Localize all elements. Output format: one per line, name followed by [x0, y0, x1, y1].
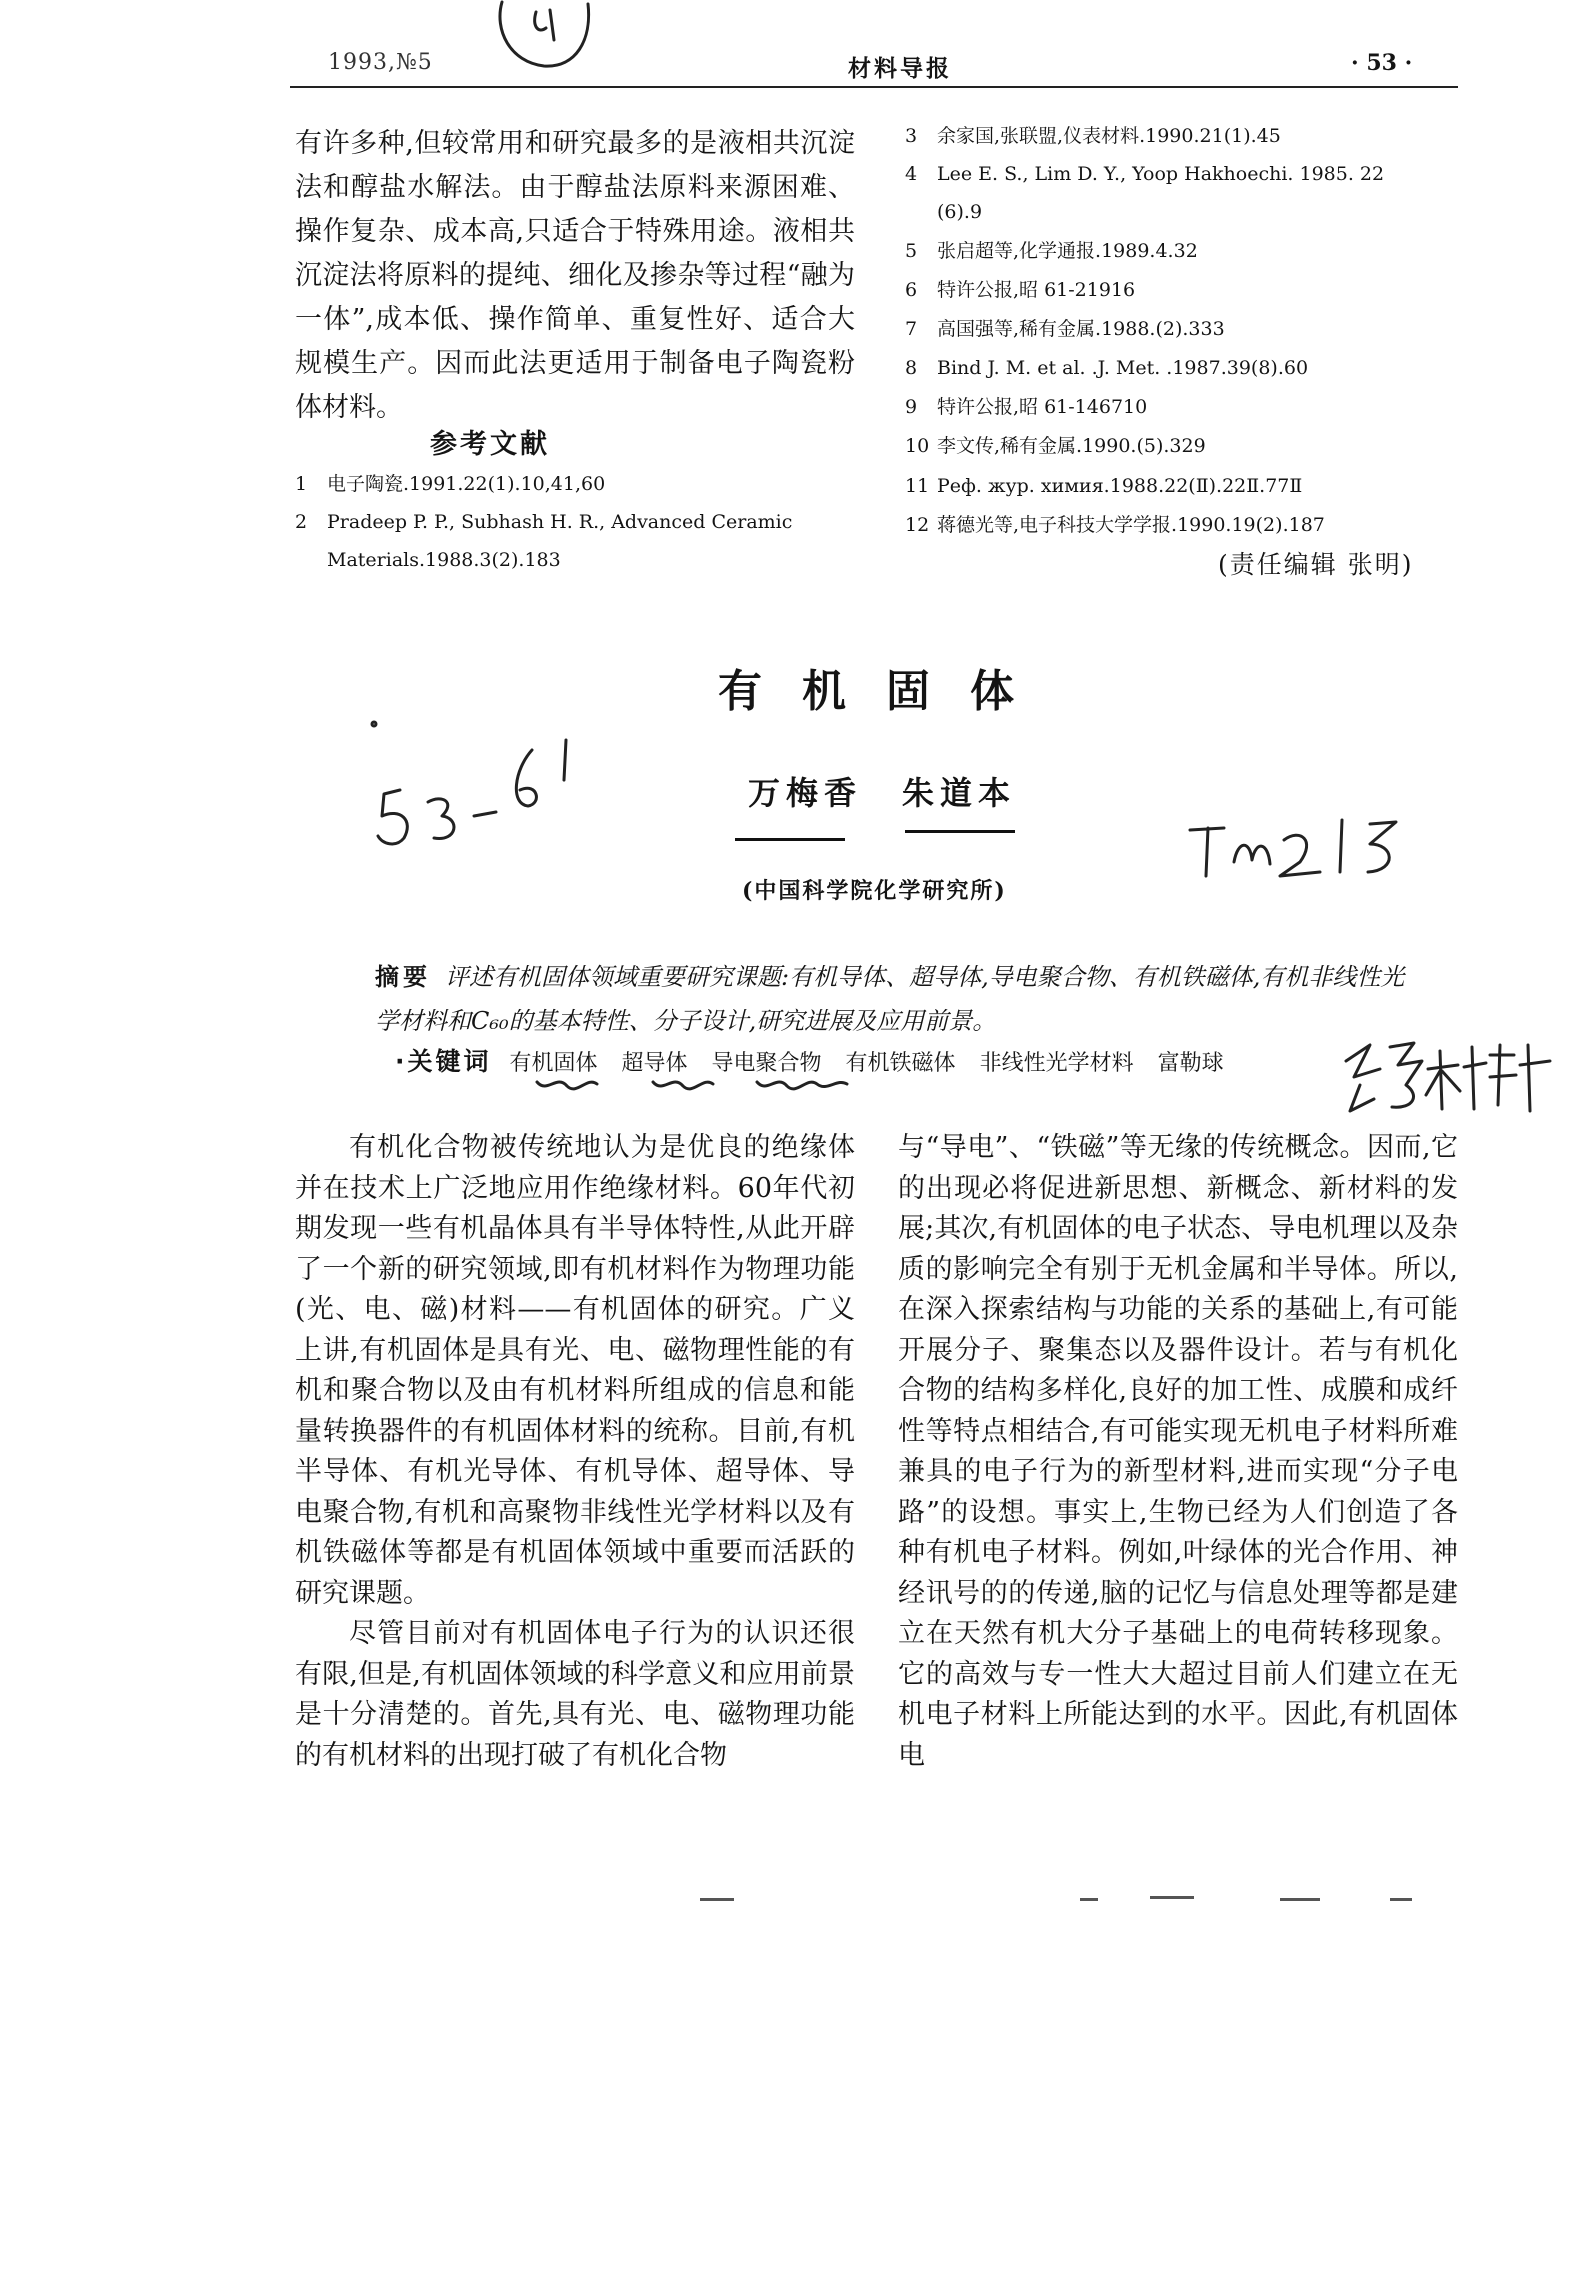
- scan-mark: [1280, 1898, 1320, 1901]
- handwritten-keyword-underlines: [535, 1072, 895, 1102]
- references-heading: 参考文献: [430, 429, 550, 460]
- previous-article-body: 有许多种,但较常用和研究最多的是液相共沉淀法和醇盐水解法。由于醇盐法原料来源困难、操作复杂、成本高,只适合于特殊用途。液相共沉淀法将原料的提纯、细化及掺杂等过程“融为一体”,成本低、操作简单、重复性好、适合大规模生产。因而此法更适用于制备电子陶瓷粉体材料。: [295, 128, 855, 423]
- header-rule: [290, 86, 1458, 88]
- handwritten-classification-code: [1180, 800, 1430, 890]
- body-paragraph: 与“导电”、“铁磁”等无缘的传统概念。因而,它的出现必将促进新思想、新概念、新材料的发展;其次,有机固体的电子状态、导电机理以及杂质的影响完全有别于无机金属和半导体。所以,在深入探索结构与功能的关系的基础上,有可能开展分子、聚集态以及器件设计。若与有机化合物的结构多样化,良好的加工性、成膜和成纤性等特点相结合,有可能实现无机电子材料所难兼具的电子行为的新型材料,进而实现“分子电路”的设想。事实上,生物已经为人们创造了各种有机电子材料。例如,叶绿体的光合作用、神经讯号的的传递,脑的记忆与信息处理等都是建立在天然有机大分子基础上的电荷转移现象。它的高效与专一性大大超过目前人们建立在无机电子材料上所能达到的水平。因此,有机固体电: [898, 1132, 1458, 1771]
- body-paragraph: 尽管目前对有机固体电子行为的认识还很有限,但是,有机固体领域的科学意义和应用前景是十分清楚的。首先,具有光、电、磁物理功能的有机材料的出现打破了有机化合物: [295, 1618, 855, 1771]
- reference-item: 9 特许公报,昭 61-146710: [905, 396, 1148, 418]
- author-name: 万梅香: [748, 774, 863, 812]
- page-number: · 53 ·: [1351, 50, 1413, 76]
- reference-item: 8 Bind J. M. et al. .J. Met. .1987.39(8).60: [905, 357, 1309, 379]
- scan-mark: [700, 1898, 734, 1901]
- body-column-left: [295, 1128, 855, 1776]
- body-column-right: [898, 1128, 1458, 1776]
- abstract-label: 摘要: [375, 963, 431, 991]
- editor-note: (责任编辑 张明): [1218, 550, 1414, 579]
- keyword: 有机铁磁体: [845, 1051, 956, 1076]
- reference-item: 5 张启超等,化学通报.1989.4.32: [905, 240, 1198, 262]
- reference-item: 7 高国强等,稀有金属.1988.(2).333: [905, 318, 1225, 340]
- keyword: 导电聚合物: [711, 1051, 822, 1076]
- keyword: 超导体: [621, 1051, 688, 1076]
- reference-item: (6).9: [937, 201, 983, 223]
- keywords-label: ·关键词: [395, 1047, 492, 1076]
- reference-item: 12 蒋德光等,电子科技大学学报.1990.19(2).187: [905, 514, 1325, 536]
- abstract: [375, 955, 1415, 1043]
- scan-mark: [1080, 1898, 1098, 1901]
- reference-item: Materials.1988.3(2).183: [327, 549, 561, 571]
- journal-name: 材料导报: [848, 56, 952, 82]
- scan-mark: [1390, 1898, 1412, 1901]
- reference-item: 2 Pradeep P. P., Subhash H. R., Advanced Ceramic: [295, 511, 793, 533]
- article-title: 有机固体: [718, 666, 1054, 717]
- author-underline: [735, 838, 845, 841]
- reference-item: 3 余家国,张联盟,仪表材料.1990.21(1).45: [905, 125, 1281, 147]
- keyword: 非线性光学材料: [979, 1051, 1134, 1076]
- handwritten-circle-mark: [488, 0, 598, 75]
- affiliation: (中国科学院化学研究所): [742, 878, 1007, 904]
- reference-item: 4 Lee E. S., Lim D. Y., Yoop Hakhoechi. 1985. 22: [905, 163, 1385, 185]
- scan-mark: [1150, 1896, 1194, 1899]
- issue-number: 1993,№5: [328, 50, 433, 75]
- abstract-text: 评述有机固体领域重要研究课题:有机导体、超导体,导电聚合物、有机铁磁体,有机非线性光学材料和C₆₀的基本特性、分子设计,研究进展及应用前景。: [375, 963, 1405, 1035]
- keyword: 有机固体: [509, 1051, 598, 1076]
- reference-item: 11 Реф. жур. химия.1988.22(Ⅱ).22Ⅱ.77Ⅱ: [905, 475, 1303, 497]
- reference-item: 1 电子陶瓷.1991.22(1).10,41,60: [295, 473, 606, 495]
- author-underline: [905, 830, 1015, 833]
- keyword: 富勒球: [1157, 1051, 1224, 1076]
- handwritten-note: [1340, 1025, 1565, 1120]
- reference-item: 6 特许公报,昭 61-21916: [905, 279, 1136, 301]
- authors: [748, 768, 1016, 814]
- body-paragraph: 有机化合物被传统地认为是优良的绝缘体并在技术上广泛地应用作绝缘材料。60年代初期发现一些有机晶体具有半导体特性,从此开辟了一个新的研究领域,即有机材料作为物理功能(光、电、磁)材料——有机固体的研究。广义上讲,有机固体是具有光、电、磁物理性能的有机和聚合物以及由有机材料所组成的信息和能量转换器件的有机固体材料的统称。目前,有机半导体、有机光导体、有机导体、超导体、导电聚合物,有机和高聚物非线性光学材料以及有机铁磁体等都是有机固体领域中重要而活跃的研究课题。: [295, 1132, 855, 1609]
- reference-item: 10 李文传,稀有金属.1990.(5).329: [905, 435, 1206, 457]
- handwritten-page-range: [370, 720, 600, 860]
- author-name: 朱道本: [902, 774, 1017, 812]
